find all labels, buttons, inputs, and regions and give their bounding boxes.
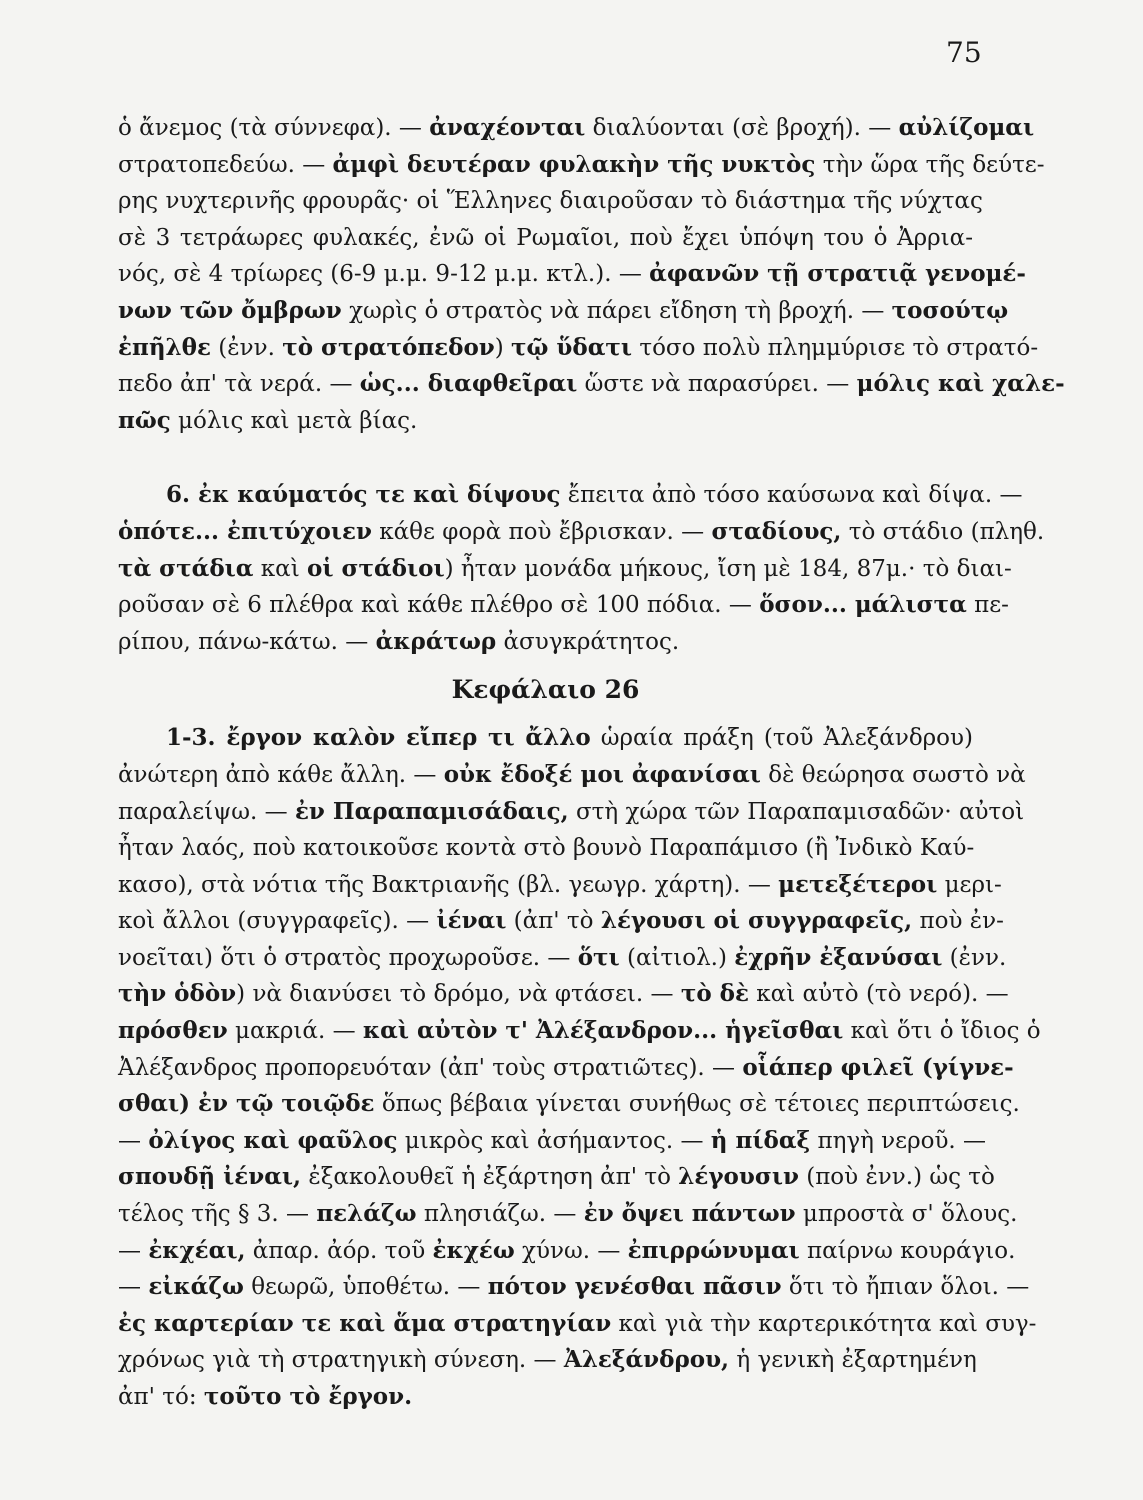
- gloss-text: —: [118, 1237, 149, 1264]
- gloss-text: ὅπως βέβαια γίνεται συνήθως σὲ τέτοιες περιπτώσεις.: [374, 1091, 1020, 1118]
- gloss-text: (ποὺ ἐνν.) ὡς τὸ: [798, 1164, 995, 1191]
- gloss-text: ὅτι τὸ ἤπιαν ὅλοι. —: [781, 1274, 1030, 1301]
- gloss-text: μακριά. —: [227, 1018, 363, 1045]
- lemma-term: οἱ στάδιοι: [307, 554, 445, 582]
- gloss-text: ἀπ' τό:: [118, 1384, 204, 1410]
- text-line: [118, 147, 1045, 184]
- lemma-term: λέγουσι οἱ συγγραφεῖς,: [600, 907, 913, 935]
- text-line: [118, 1086, 1020, 1123]
- gloss-text: δὲ θεώρησα σωστὸ νὰ: [760, 761, 1026, 788]
- text-line: [118, 587, 1009, 624]
- gloss-text: θεωρῶ, ὑποθέτω. —: [243, 1274, 488, 1301]
- text-line: [118, 256, 1026, 293]
- gloss-text: νός, σὲ 4 τρίωρες (6-9 μ.μ. 9-12 μ.μ. κτλ.). —: [118, 261, 650, 288]
- gloss-text: ρίπου, πάνω-κάτω. —: [118, 628, 376, 655]
- paragraph-note-1-3: [118, 720, 1041, 1415]
- gloss-text: κοὶ ἄλλοι (συγγραφεῖς). —: [118, 908, 437, 935]
- lemma-term: τὸ δὲ: [680, 980, 749, 1008]
- text-line: [118, 477, 1023, 514]
- gloss-text: διαλύονται (σὲ βροχή). —: [585, 115, 899, 141]
- text-line: [118, 514, 1045, 551]
- lemma-term: ἐκχέαι,: [148, 1236, 246, 1264]
- gloss-text: κάθε φορὰ ποὺ ἔβρισκαν. —: [371, 518, 712, 545]
- lemma-term: τὴν ὁδὸν: [118, 980, 237, 1008]
- gloss-text: στὴ χώρα τῶν Παραπαμισαδῶν· αὐτοὶ: [568, 798, 1025, 825]
- lemma-term: ἀναχέονται: [429, 114, 586, 141]
- commentary-text: [118, 110, 1065, 1416]
- text-line: [118, 1342, 977, 1379]
- gloss-text: παίρνω κουράγιο.: [799, 1237, 1016, 1264]
- gloss-text: σὲ 3 τετράωρες φυλακές, ἐνῶ οἱ Ρωμαῖοι, ποὺ ἔχει ὑπόψη του ὁ Ἀρρια-: [118, 224, 973, 251]
- text-line: [118, 293, 1009, 330]
- gloss-text: μερι-: [937, 871, 1002, 898]
- lemma-term: Ἀλεξάνδρου,: [563, 1346, 730, 1374]
- text-line: [118, 794, 1025, 831]
- lemma-term: ἐκχέω: [432, 1236, 515, 1264]
- lemma-term: λέγουσιν: [678, 1163, 799, 1191]
- text-line: [118, 720, 973, 757]
- gloss-text: τὸ στάδιο (πληθ.: [841, 518, 1045, 545]
- gloss-text: ) νὰ διανύσει τὸ δρόμο, νὰ φτάσει. —: [236, 981, 681, 1008]
- gloss-text: ρης νυχτερινῆς φρουρᾶς· οἱ Ἕλληνες διαιροῦσαν τὸ διάστημα τῆς νύχτας: [118, 188, 983, 215]
- text-line: [118, 830, 973, 867]
- gloss-text: ): [494, 334, 512, 361]
- lemma-term: ἰέναι: [436, 907, 507, 935]
- text-line: [118, 366, 1065, 403]
- lemma-term: ἐχρῆν ἐξανύσαι: [734, 943, 943, 971]
- lemma-term: τοσούτῳ: [891, 296, 1009, 324]
- gloss-text: νοεῖται) ὅτι ὁ στρατὸς προχωροῦσε. —: [118, 944, 578, 971]
- text-line: [118, 551, 1012, 588]
- gloss-text: καὶ ὅτι ὁ ἴδιος ὁ: [843, 1018, 1041, 1045]
- text-line: [118, 1159, 995, 1196]
- gloss-text: πλησιάζω. —: [416, 1201, 584, 1228]
- gloss-text: ποὺ ἐν-: [912, 908, 1004, 935]
- lemma-term: πελάζω: [316, 1200, 417, 1228]
- gloss-text: στρατοπεδεύω. —: [118, 151, 333, 178]
- page-number: 75: [946, 36, 982, 69]
- gloss-text: (αἰτιολ.): [619, 944, 735, 971]
- lemma-term: ὅσον... μάλιστα: [759, 591, 967, 619]
- gloss-text: καὶ γιὰ τὴν καρτερικότητα καὶ συγ-: [611, 1310, 1037, 1337]
- gloss-text: ἡ γενικὴ ἐξαρτημένη: [729, 1347, 977, 1374]
- lemma-term: ἡ πίδαξ: [710, 1126, 811, 1154]
- gloss-text: ροῦσαν σὲ 6 πλέθρα καὶ κάθε πλέθρο σὲ 100 πόδια. —: [118, 592, 760, 619]
- chapter-heading: Κεφάλαιο 26: [451, 675, 640, 705]
- gloss-text: (ἀπ' τὸ: [506, 908, 601, 935]
- gloss-text: ἀνώτερη ἀπὸ κάθε ἄλλη. —: [118, 761, 444, 788]
- gloss-text: χρόνως γιὰ τὴ στρατηγικὴ σύνεση. —: [118, 1347, 564, 1374]
- text-line: [118, 976, 1009, 1013]
- lemma-term: σταδίους,: [711, 517, 842, 545]
- lemma-term: πῶς: [118, 406, 171, 434]
- lemma-term: πρόσθεν: [118, 1017, 228, 1045]
- text-line: [118, 1379, 973, 1416]
- gloss-text: Ἀλέξανδρος προπορευόταν (ἀπ' τοὺς στρατιῶτες). —: [118, 1054, 743, 1081]
- lemma-term: πότον γενέσθαι πᾶσιν: [487, 1273, 782, 1301]
- text-line: [118, 330, 1039, 367]
- gloss-text: ἐξακολουθεῖ ἡ ἐξάρτηση ἀπ' τὸ: [301, 1164, 679, 1191]
- lemma-term: ὁπότε... ἐπιτύχοιεν: [118, 517, 372, 545]
- text-line: [118, 183, 983, 220]
- text-line: [118, 1123, 987, 1160]
- gloss-text: καὶ: [253, 555, 308, 582]
- lemma-term: 6. ἐκ καύματός τε καὶ δίψους: [166, 481, 561, 509]
- text-line: [118, 1269, 1030, 1306]
- gloss-text: τὴν ὥρα τῆς δεύτε-: [815, 151, 1045, 178]
- gloss-text: πεδο ἀπ' τὰ νερά. —: [118, 371, 360, 398]
- gloss-text: μόλις καὶ μετὰ βίας.: [170, 407, 418, 434]
- lemma-term: ἐν ὄψει πάντων: [583, 1200, 796, 1228]
- gloss-text: κασο), στὰ νότια τῆς Βακτριανῆς (βλ. γεωγρ. χάρτη). —: [118, 871, 779, 898]
- text-line: [118, 1050, 1014, 1087]
- lemma-term: οὐκ ἔδοξέ μοι ἀφανίσαι: [443, 760, 761, 788]
- text-line: [118, 1196, 1018, 1233]
- lemma-term: εἰκάζω: [148, 1273, 244, 1301]
- lemma-term: ἀμφὶ δευτέραν φυλακὴν τῆς νυκτὸς: [332, 150, 816, 178]
- text-line: [118, 624, 973, 661]
- text-line: [118, 110, 1035, 147]
- text-line: [118, 903, 1004, 940]
- lemma-term: ἐπιρρώνυμαι: [627, 1236, 800, 1264]
- lemma-term: ἐπῆλθε: [118, 333, 211, 361]
- lemma-term: τῷ ὕδατι: [511, 333, 633, 361]
- gloss-text: πηγὴ νεροῦ. —: [810, 1127, 987, 1154]
- gloss-text: τόσο πολὺ πλημμύρισε τὸ στρατό-: [632, 334, 1039, 361]
- lemma-term: σθαι) ἐν τῷ τοιῷδε: [118, 1090, 375, 1118]
- lemma-term: τοῦτο τὸ ἔργον.: [203, 1383, 413, 1410]
- lemma-term: μετεξέτεροι: [778, 870, 938, 898]
- lemma-term: μόλις καὶ χαλε-: [856, 370, 1065, 398]
- gloss-text: ὡραία πράξη (τοῦ Ἀλεξάνδρου): [590, 725, 973, 752]
- lemma-term: ἀφανῶν τῇ στρατιᾷ γενομέ-: [649, 260, 1026, 288]
- lemma-term: 1-3. ἔργον καλὸν εἴπερ τι ἄλλο: [166, 724, 591, 752]
- paragraph-note-5: [118, 110, 1065, 439]
- gloss-text: (ἐνν.: [942, 944, 1007, 971]
- gloss-text: καὶ αὐτὸ (τὸ νερό). —: [749, 981, 1009, 1008]
- lemma-term: αὐλίζομαι: [898, 114, 1035, 141]
- text-line: [118, 1233, 1016, 1270]
- gloss-text: (ἐνν.: [211, 334, 283, 361]
- lemma-term: τὸ στρατόπεδον: [282, 333, 495, 361]
- lemma-term: ὅτι: [577, 943, 620, 971]
- text-line: [118, 757, 1026, 794]
- text-line: [118, 1306, 1037, 1343]
- text-line: [118, 403, 973, 440]
- gloss-text: ) ἦταν μονάδα μήκους, ἴση μὲ 184, 87μ.· τὸ διαι-: [444, 555, 1012, 582]
- gloss-text: ἦταν λαός, ποὺ κατοικοῦσε κοντὰ στὸ βουνὸ Παραπάμισο (ἢ Ἰνδικὸ Καύ-: [118, 835, 975, 862]
- gloss-text: ἀπαρ. ἀόρ. τοῦ: [245, 1237, 433, 1264]
- gloss-text: πε-: [966, 592, 1009, 619]
- gloss-text: —: [118, 1127, 149, 1154]
- gloss-text: ὥστε νὰ παρασύρει. —: [577, 371, 857, 398]
- text-line: [118, 940, 1007, 977]
- gloss-text: παραλείψω. —: [118, 798, 295, 825]
- lemma-term: καὶ αὐτὸν τ' Ἀλέξανδρον... ἡγεῖσθαι: [362, 1017, 844, 1045]
- text-line: [118, 220, 973, 257]
- lemma-term: ἐς καρτερίαν τε καὶ ἅμα στρατηγίαν: [118, 1309, 612, 1337]
- gloss-text: τέλος τῆς § 3. —: [118, 1201, 317, 1228]
- lemma-term: νων τῶν ὄμβρων: [118, 296, 342, 324]
- gloss-text: ἔπειτα ἀπὸ τόσο καύσωνα καὶ δίψα. —: [560, 482, 1023, 509]
- gloss-text: ὁ ἄνεμος (τὰ σύννεφα). —: [118, 115, 430, 141]
- gloss-text: χύνω. —: [514, 1237, 628, 1264]
- lemma-term: ὀλίγος καὶ φαῦλος: [148, 1126, 398, 1154]
- text-line: [118, 1013, 1041, 1050]
- lemma-term: ὡς... διαφθεῖραι: [359, 370, 578, 398]
- lemma-term: σπουδῇ ἰέναι,: [118, 1163, 302, 1191]
- lemma-term: ἀκράτωρ: [375, 627, 497, 655]
- lemma-term: οἷάπερ φιλεῖ (γίγνε-: [742, 1053, 1014, 1081]
- gloss-text: χωρὶς ὁ στρατὸς νὰ πάρει εἴδηση τὴ βροχή. —: [341, 297, 892, 324]
- paragraph-note-6: [118, 477, 1045, 660]
- text-line: [118, 867, 1002, 904]
- gloss-text: ἀσυγκράτητος.: [496, 628, 680, 655]
- gloss-text: —: [118, 1274, 149, 1301]
- gloss-text: μικρὸς καὶ ἀσήμαντος. —: [397, 1127, 711, 1154]
- lemma-term: τὰ στάδια: [118, 554, 254, 582]
- lemma-term: ἐν Παραπαμισάδαις,: [294, 797, 569, 825]
- gloss-text: μπροστὰ σ' ὅλους.: [795, 1201, 1018, 1228]
